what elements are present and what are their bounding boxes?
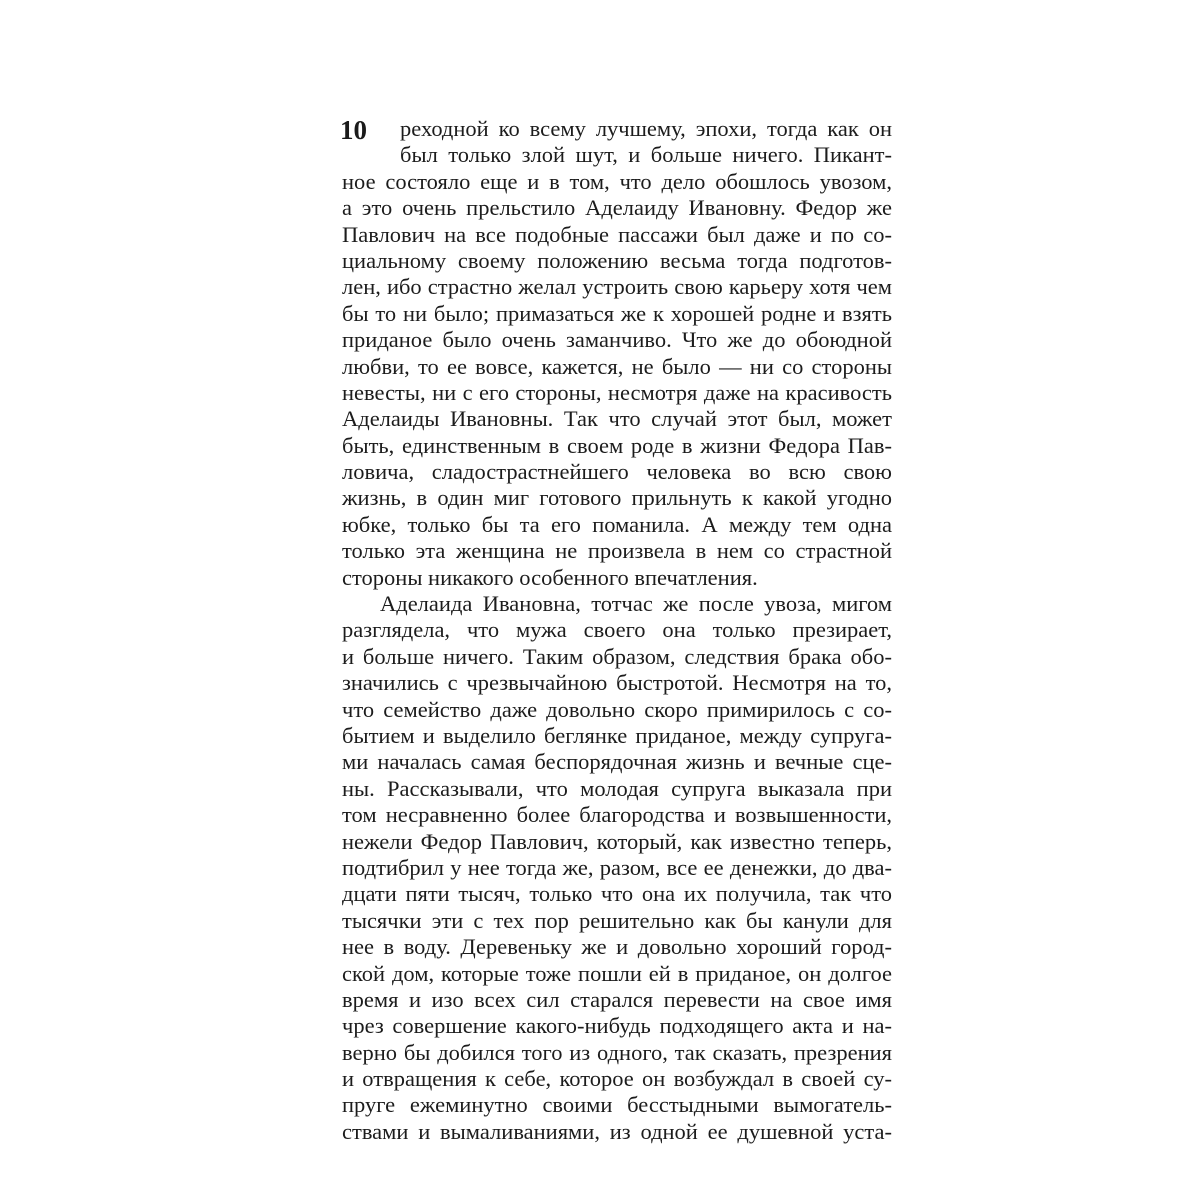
text-line: бытием и выделило беглянке приданое, между супруга- xyxy=(342,722,892,748)
text-line: Аделаида Ивановна, тотчас же после увоза, мигом xyxy=(380,591,892,617)
text-line: разглядела, что мужа своего она только презирает, xyxy=(342,617,892,643)
text-line: стороны никакого особенного впечатления. xyxy=(342,564,758,590)
text-line: ловича, сладострастнейшего человека во всю свою xyxy=(342,459,892,485)
paragraph-2 xyxy=(342,591,892,1145)
text-line: Павлович на все подобные пассажи был даже и по со- xyxy=(342,221,892,247)
text-line: нее в воду. Деревеньку же и довольно хороший город- xyxy=(342,934,892,960)
text-line: значились с чрезвычайною быстротой. Несмотря на то, xyxy=(342,670,892,696)
text-line: подтибрил у нее тогда же, разом, все ее денежки, до два- xyxy=(342,854,892,880)
text-line: юбке, только бы та его поманила. А между тем одна xyxy=(342,511,892,537)
text-line: а это очень прельстило Аделаиду Ивановну. Федор же xyxy=(342,195,892,221)
text-line: жизнь, в один миг готового прильнуть к какой угодно xyxy=(342,485,892,511)
text-line: циальному своему положению весьма тогда подготов- xyxy=(342,247,892,273)
text-line: что семейство даже довольно скоро примирилось с со- xyxy=(342,696,892,722)
text-line: невесты, ни с его стороны, несмотря даже на красивость xyxy=(342,379,892,405)
text-line: и отвращения к себе, которое он возбуждал в своей су- xyxy=(342,1066,892,1092)
text-line: ми началась самая беспорядочная жизнь и вечные сце- xyxy=(342,749,892,775)
text-line: Аделаиды Ивановны. Так что случай этот был, может xyxy=(342,406,892,432)
text-line: и больше ничего. Таким образом, следствия брака обо- xyxy=(342,643,892,669)
text-line: ны. Рассказывали, что молодая супруга выказала при xyxy=(342,775,892,801)
page-text xyxy=(342,116,892,1145)
text-line: только эта женщина не произвела в нем со страстной xyxy=(342,538,892,564)
text-line: бы то ни было; примазаться же к хорошей родне и взять xyxy=(342,300,892,326)
text-line: ствами и вымаливаниями, из одной ее душевной уста- xyxy=(342,1118,892,1144)
text-line: дцати пяти тысяч, только что она их получила, так что xyxy=(342,881,892,907)
text-line: приданое было очень заманчиво. Что же до обоюдной xyxy=(342,327,892,353)
text-line: любви, то ее вовсе, кажется, не было — ни со стороны xyxy=(342,353,892,379)
paragraph-1 xyxy=(342,116,892,591)
text-line: пруге ежеминутно своими бесстыдными вымогатель- xyxy=(342,1092,892,1118)
text-line: лен, ибо страстно желал устроить свою карьеру хотя чем xyxy=(342,274,892,300)
text-line: ской дом, которые тоже пошли ей в приданое, он долгое xyxy=(342,960,892,986)
text-line: быть, единственным в своем роде в жизни Федора Пав- xyxy=(342,432,892,458)
text-line: нежели Федор Павлович, который, как известно теперь, xyxy=(342,828,892,854)
text-line: ное состояло еще и в том, что дело обошлось увозом, xyxy=(342,168,892,194)
text-line: чрез совершение какого-нибудь подходящего акта и на- xyxy=(342,1013,892,1039)
text-line: тысячки эти с тех пор решительно как бы канули для xyxy=(342,907,892,933)
text-line: реходной ко всему лучшему, эпохи, тогда как он xyxy=(400,116,892,141)
text-line: верно бы добился того из одного, так сказать, презрения xyxy=(342,1039,892,1065)
text-line: том несравненно более благородства и возвышенности, xyxy=(342,802,892,828)
page-number: 10 xyxy=(340,115,367,145)
text-line: был только злой шут, и больше ничего. Пикант- xyxy=(400,142,892,168)
text-line: время и изо всех сил старался перевести на свое имя xyxy=(342,986,892,1012)
